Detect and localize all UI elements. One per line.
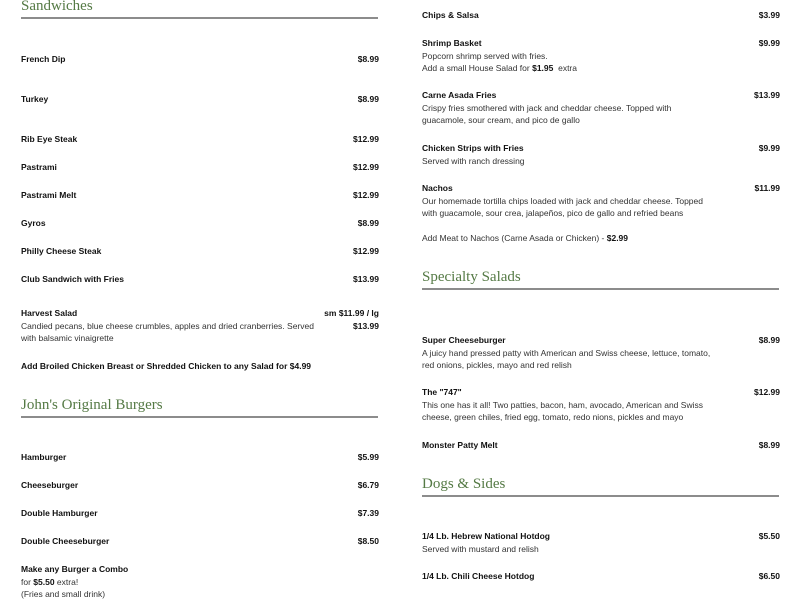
menu-item-name: Rib Eye Steak: [21, 134, 78, 144]
price-line: $12.99: [353, 190, 379, 200]
menu-item-name: Make any Burger a Combo: [21, 564, 129, 574]
menu-item-name: Hamburger: [21, 452, 67, 462]
menu-item: [21, 535, 379, 548]
menu-item-price: [759, 142, 780, 155]
menu-item: [21, 479, 379, 492]
menu-item-name: Turkey: [21, 94, 49, 104]
menu-item-name: Club Sandwich with Fries: [21, 274, 124, 284]
menu-item-name: Philly Cheese Steak: [21, 246, 102, 256]
menu-item-description: guacamole, sour cream, and pico de gallo: [422, 115, 580, 125]
menu-item-name: Nachos: [422, 183, 453, 193]
menu-item: [21, 189, 379, 202]
menu-item-name: Add Broiled Chicken Breast or Shredded Chicken to any Salad for $4.99: [21, 361, 312, 371]
menu-item-price: [353, 245, 379, 258]
menu-item: [21, 507, 379, 520]
menu-item-name: Shrimp Basket: [422, 38, 482, 48]
menu-item-price: [358, 93, 379, 106]
menu-item: [422, 232, 780, 245]
menu-item-description: Candied pecans, blue cheese crumbles, apples and dried cranberries. Served: [21, 320, 314, 331]
description-text: extra: [553, 63, 577, 73]
menu-item-price: [754, 386, 780, 399]
menu-item: [21, 360, 379, 373]
menu-item-price: [353, 133, 379, 146]
price-line: sm $11.99 / lg: [324, 308, 379, 318]
menu-item-name: Pastrami: [21, 162, 57, 172]
menu-item-description: (Fries and small drink): [21, 589, 106, 599]
menu-item-price: [754, 182, 780, 195]
price-line: $5.50: [758, 531, 780, 541]
menu-item-price: [358, 479, 379, 492]
price-line: $3.99: [758, 10, 780, 20]
description-text: for: [21, 576, 34, 587]
section-divider: [422, 288, 779, 290]
menu-item-description: Crispy fries smothered with jack and cheddar cheese. Topped with: [422, 102, 672, 113]
menu-item: [21, 53, 379, 66]
menu-item-price: [358, 507, 379, 520]
price-line: $8.50: [357, 536, 379, 546]
menu-item: [422, 439, 780, 452]
menu-item-description: Served with mustard and relish: [422, 543, 539, 554]
menu-item-name: Harvest Salad: [21, 308, 78, 318]
section-heading: John's Original Burgers: [21, 397, 163, 413]
menu-item-description: [422, 62, 780, 75]
price-line: $13.99: [754, 90, 780, 100]
menu-item-price: [759, 439, 780, 452]
price-line: $9.99: [758, 143, 780, 153]
menu-item: [422, 570, 780, 583]
menu-item: [422, 37, 780, 75]
menu-item: [422, 530, 780, 555]
menu-item-name: Gyros: [21, 218, 46, 228]
menu-item: [21, 307, 379, 345]
menu-item-description: A juicy hand pressed patty with American and Swiss cheese, lettuce, tomato,: [422, 347, 711, 358]
menu-item-description: This one has it all! Two patties, bacon, ham, avocado, American and Swiss: [422, 399, 703, 410]
price-line: $8.99: [357, 218, 379, 228]
section-heading: Sandwiches: [21, 0, 93, 14]
price-line: $12.99: [754, 387, 780, 397]
price-line: $7.39: [357, 508, 379, 518]
menu-item-name: Monster Patty Melt: [422, 440, 498, 450]
menu-item-name: Cheeseburger: [21, 480, 79, 490]
menu-item-description: [21, 576, 379, 589]
menu-item-price: [759, 9, 780, 22]
menu-item-price: [759, 570, 780, 583]
menu-item-name: Super Cheeseburger: [422, 335, 506, 345]
section-divider: [21, 17, 378, 19]
description-text: extra!: [54, 576, 79, 587]
section-heading: Specialty Salads: [422, 269, 521, 285]
menu-item-price: [754, 89, 780, 102]
menu-item: [422, 9, 780, 22]
description-text: Add Meat to Nachos (Carne Asada or Chicken) -: [422, 233, 607, 243]
menu-item: [422, 386, 780, 424]
menu-item-name: Double Hamburger: [21, 508, 98, 518]
menu-item-name: French Dip: [21, 54, 66, 64]
menu-item-name: Chips & Salsa: [422, 10, 479, 20]
menu-item-description: with balsamic vinaigrette: [21, 333, 114, 343]
menu-item-price: [759, 37, 780, 50]
menu-item-price: [353, 161, 379, 174]
menu-item-name: 1/4 Lb. Chili Cheese Hotdog: [422, 571, 535, 581]
left-menu-column: [21, 0, 379, 600]
price-line: $13.99: [353, 320, 379, 331]
menu-item: [21, 133, 379, 146]
menu-item-description: Our homemade tortilla chips loaded with jack and cheddar cheese. Topped: [422, 195, 703, 206]
right-menu-column: [422, 0, 780, 600]
description-text: Add a small House Salad for: [422, 63, 533, 73]
menu-item-price: [358, 451, 379, 464]
menu-item-name: Chicken Strips with Fries: [422, 143, 524, 153]
menu-item: [21, 563, 379, 601]
menu-item: [21, 451, 379, 464]
menu-item-price: [324, 307, 379, 332]
menu-item-name: Pastrami Melt: [21, 190, 77, 200]
menu-item: [21, 93, 379, 106]
price-line: $8.99: [758, 440, 780, 450]
menu-item-description: [422, 232, 780, 245]
menu-item-description: red onions, pickles, mayo and red relish: [422, 360, 572, 370]
section-divider: [21, 416, 378, 418]
price-line: $12.99: [353, 246, 379, 256]
price-line: $5.99: [357, 452, 379, 462]
section-divider: [422, 495, 779, 497]
menu-item-description: with guacamole, sour crea, jalapeños, pico de gallo and refried beans: [422, 208, 684, 218]
menu-item-price: [353, 189, 379, 202]
menu-item-name: Double Cheeseburger: [21, 536, 110, 546]
section-heading: Dogs & Sides: [422, 476, 506, 492]
menu-item: [422, 142, 780, 167]
menu-item-description: Served with ranch dressing: [422, 155, 525, 166]
menu-item: [21, 245, 379, 258]
price-line: $8.99: [758, 335, 780, 345]
menu-item-description: cheese, green chiles, fried egg, tomato, redo nions, pickles and mayo: [422, 412, 684, 422]
menu-item: [21, 161, 379, 174]
price-line: $9.99: [758, 38, 780, 48]
price-line: $12.99: [353, 134, 379, 144]
description-price: $1.95: [532, 63, 554, 73]
menu-item-name: Carne Asada Fries: [422, 90, 497, 100]
menu-item-description: Popcorn shrimp served with fries.: [422, 50, 548, 61]
menu-item: [422, 182, 780, 220]
menu-item: [422, 89, 780, 127]
price-line: $6.50: [758, 571, 780, 581]
price-line: $8.99: [357, 54, 379, 64]
price-line: $6.79: [357, 480, 379, 490]
price-line: $8.99: [357, 94, 379, 104]
description-price: $5.50: [33, 576, 55, 587]
menu-item-price: [759, 530, 780, 543]
price-line: $13.99: [353, 274, 379, 284]
menu-item-price: [358, 53, 379, 66]
menu-item-price: [759, 334, 780, 347]
menu-item: [422, 334, 780, 372]
menu-item-price: [358, 535, 379, 548]
price-line: $12.99: [353, 162, 379, 172]
menu-item: [21, 273, 379, 286]
price-line: $11.99: [754, 183, 780, 193]
description-price: $2.99: [606, 233, 629, 243]
menu-item-price: [358, 217, 379, 230]
menu-item-name: 1/4 Lb. Hebrew National Hotdog: [422, 531, 550, 541]
menu-item: [21, 217, 379, 230]
menu-item-name: The "747": [422, 387, 462, 397]
menu-item-price: [353, 273, 379, 286]
